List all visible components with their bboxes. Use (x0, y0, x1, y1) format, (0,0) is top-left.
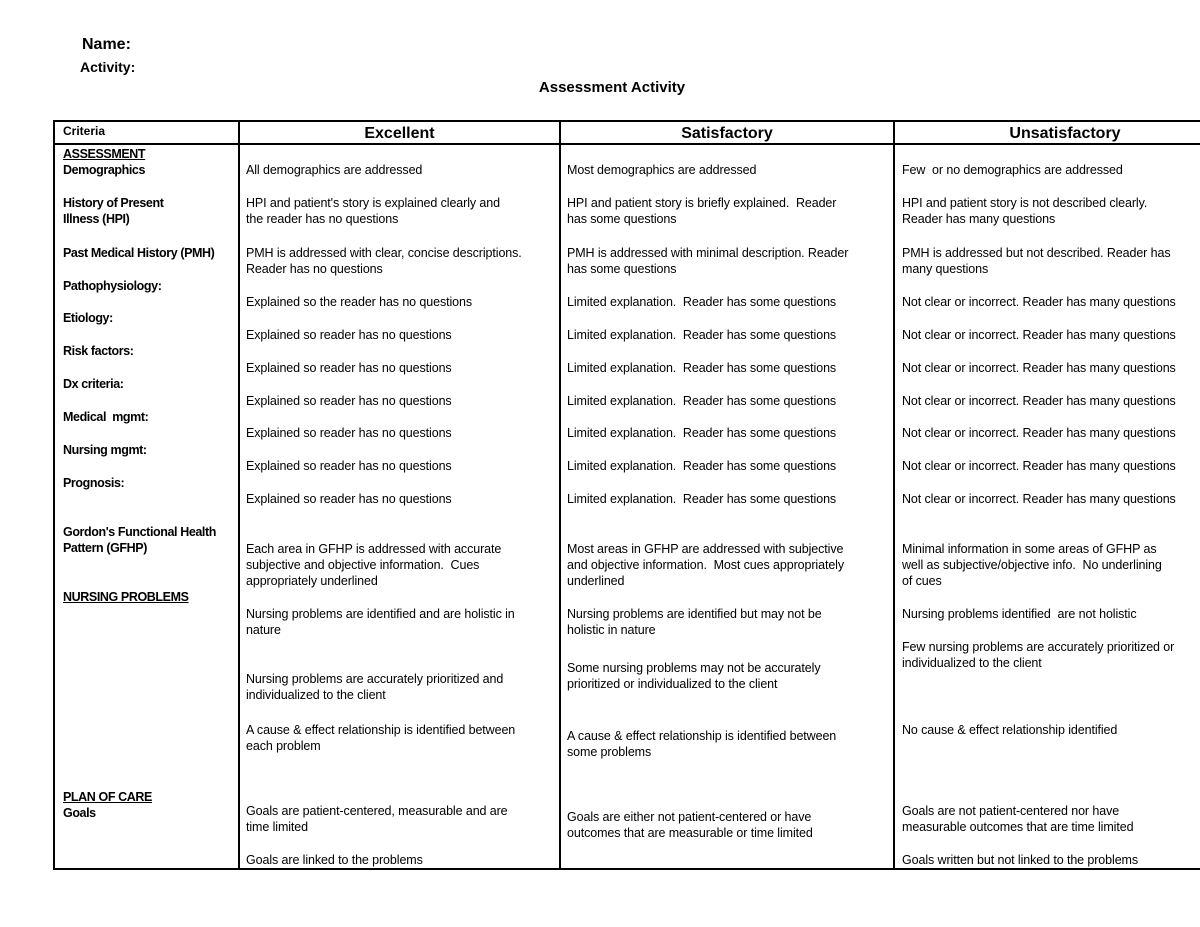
criterion-pmh: Past Medical History (PMH) (63, 246, 215, 260)
excellent-cell: PMH is addressed with clear, concise descriptions. Reader has no questions (246, 246, 522, 276)
column-header-unsatisfactory: Unsatisfactory (1009, 125, 1121, 142)
section-nursing-problems: NURSING PROBLEMS (63, 590, 189, 604)
satisfactory-cell: HPI and patient story is briefly explained. Reader has some questions (567, 196, 837, 226)
unsatisfactory-cell: Goals are not patient-centered nor have measurable outcomes that are time limited (902, 804, 1134, 834)
satisfactory-cell: Most areas in GFHP are addressed with subjective and objective information. Most cues appropriately underlined (567, 542, 844, 588)
unsatisfactory-cell: HPI and patient story is not described clearly. Reader has many questions (902, 196, 1148, 226)
unsatisfactory-cell: Nursing problems identified are not holistic (902, 607, 1137, 621)
criterion-pathophysiology: Pathophysiology: (63, 279, 162, 293)
excellent-cell: HPI and patient's story is explained clearly and the reader has no questions (246, 196, 500, 226)
section-plan-of-care: PLAN OF CARE (63, 790, 152, 804)
excellent-cell: All demographics are addressed (246, 163, 423, 177)
excellent-cell: Goals are patient-centered, measurable and are time limited (246, 804, 508, 834)
unsatisfactory-cell: Not clear or incorrect. Reader has many questions (902, 459, 1176, 473)
excellent-cell: A cause & effect relationship is identified between each problem (246, 723, 516, 753)
criterion-medical-mgmt: Medical mgmt: (63, 410, 149, 424)
criterion-risk-factors: Risk factors: (63, 344, 134, 358)
section-assessment: ASSESSMENT (63, 147, 146, 161)
unsatisfactory-cell: Not clear or incorrect. Reader has many questions (902, 361, 1176, 375)
criterion-dx-criteria: Dx criteria: (63, 377, 124, 391)
column-header-criteria: Criteria (63, 124, 106, 138)
excellent-cell: Explained so the reader has no questions (246, 295, 473, 309)
satisfactory-cell: A cause & effect relationship is identified between some problems (567, 729, 837, 759)
excellent-cell: Explained so reader has no questions (246, 426, 452, 440)
satisfactory-cell: Limited explanation. Reader has some questions (567, 394, 837, 408)
unsatisfactory-cell: PMH is addressed but not described. Reader has many questions (902, 246, 1171, 276)
satisfactory-cell: Goals are either not patient-centered or have outcomes that are measurable or time limited (567, 810, 813, 840)
criterion-hpi: History of Present Illness (HPI) (63, 196, 164, 226)
satisfactory-cell: PMH is addressed with minimal description. Reader has some questions (567, 246, 849, 276)
excellent-cell: Explained so reader has no questions (246, 361, 452, 375)
excellent-cell: Goals are linked to the problems (246, 853, 423, 867)
satisfactory-cell: Limited explanation. Reader has some questions (567, 426, 837, 440)
column-header-excellent: Excellent (364, 125, 435, 142)
criterion-demographics: Demographics (63, 163, 146, 177)
column-divider (559, 122, 561, 868)
excellent-cell: Nursing problems are identified and are holistic in nature (246, 607, 515, 637)
satisfactory-cell: Some nursing problems may not be accurately prioritized or individualized to the client (567, 661, 821, 691)
criterion-goals: Goals (63, 806, 96, 820)
unsatisfactory-cell: Not clear or incorrect. Reader has many questions (902, 328, 1176, 342)
header-divider (55, 143, 1200, 145)
criterion-gfhp: Gordon's Functional Health Pattern (GFHP) (63, 525, 216, 555)
satisfactory-cell: Limited explanation. Reader has some questions (567, 295, 837, 309)
unsatisfactory-cell: Not clear or incorrect. Reader has many questions (902, 394, 1176, 408)
document-title: Assessment Activity (538, 79, 686, 96)
unsatisfactory-cell: Minimal information in some areas of GFHP as well as subjective/objective info. No underlining of cues (902, 542, 1162, 588)
unsatisfactory-cell: No cause & effect relationship identified (902, 723, 1118, 737)
excellent-cell: Explained so reader has no questions (246, 394, 452, 408)
unsatisfactory-cell: Goals written but not linked to the problems (902, 853, 1139, 867)
unsatisfactory-cell: Not clear or incorrect. Reader has many questions (902, 295, 1176, 309)
rubric-table (53, 120, 1200, 870)
activity-label: Activity: (80, 59, 136, 75)
column-divider (893, 122, 895, 868)
excellent-cell: Explained so reader has no questions (246, 328, 452, 342)
satisfactory-cell: Nursing problems are identified but may not be holistic in nature (567, 607, 822, 637)
excellent-cell: Explained so reader has no questions (246, 459, 452, 473)
unsatisfactory-cell: Not clear or incorrect. Reader has many questions (902, 492, 1176, 506)
column-header-satisfactory: Satisfactory (681, 125, 773, 142)
satisfactory-cell: Most demographics are addressed (567, 163, 757, 177)
satisfactory-cell: Limited explanation. Reader has some questions (567, 328, 837, 342)
name-label: Name: (82, 36, 131, 53)
column-divider (238, 122, 240, 868)
criterion-etiology: Etiology: (63, 311, 113, 325)
unsatisfactory-cell: Few nursing problems are accurately prioritized or individualized to the client (902, 640, 1175, 670)
excellent-cell: Explained so reader has no questions (246, 492, 452, 506)
excellent-cell: Nursing problems are accurately prioritized and individualized to the client (246, 672, 504, 702)
unsatisfactory-cell: Not clear or incorrect. Reader has many questions (902, 426, 1176, 440)
unsatisfactory-cell: Few or no demographics are addressed (902, 163, 1123, 177)
satisfactory-cell: Limited explanation. Reader has some questions (567, 459, 837, 473)
criterion-nursing-mgmt: Nursing mgmt: (63, 443, 147, 457)
satisfactory-cell: Limited explanation. Reader has some questions (567, 492, 837, 506)
satisfactory-cell: Limited explanation. Reader has some questions (567, 361, 837, 375)
excellent-cell: Each area in GFHP is addressed with accurate subjective and objective information. Cues appropriately underlined (246, 542, 502, 588)
criterion-prognosis: Prognosis: (63, 476, 125, 490)
